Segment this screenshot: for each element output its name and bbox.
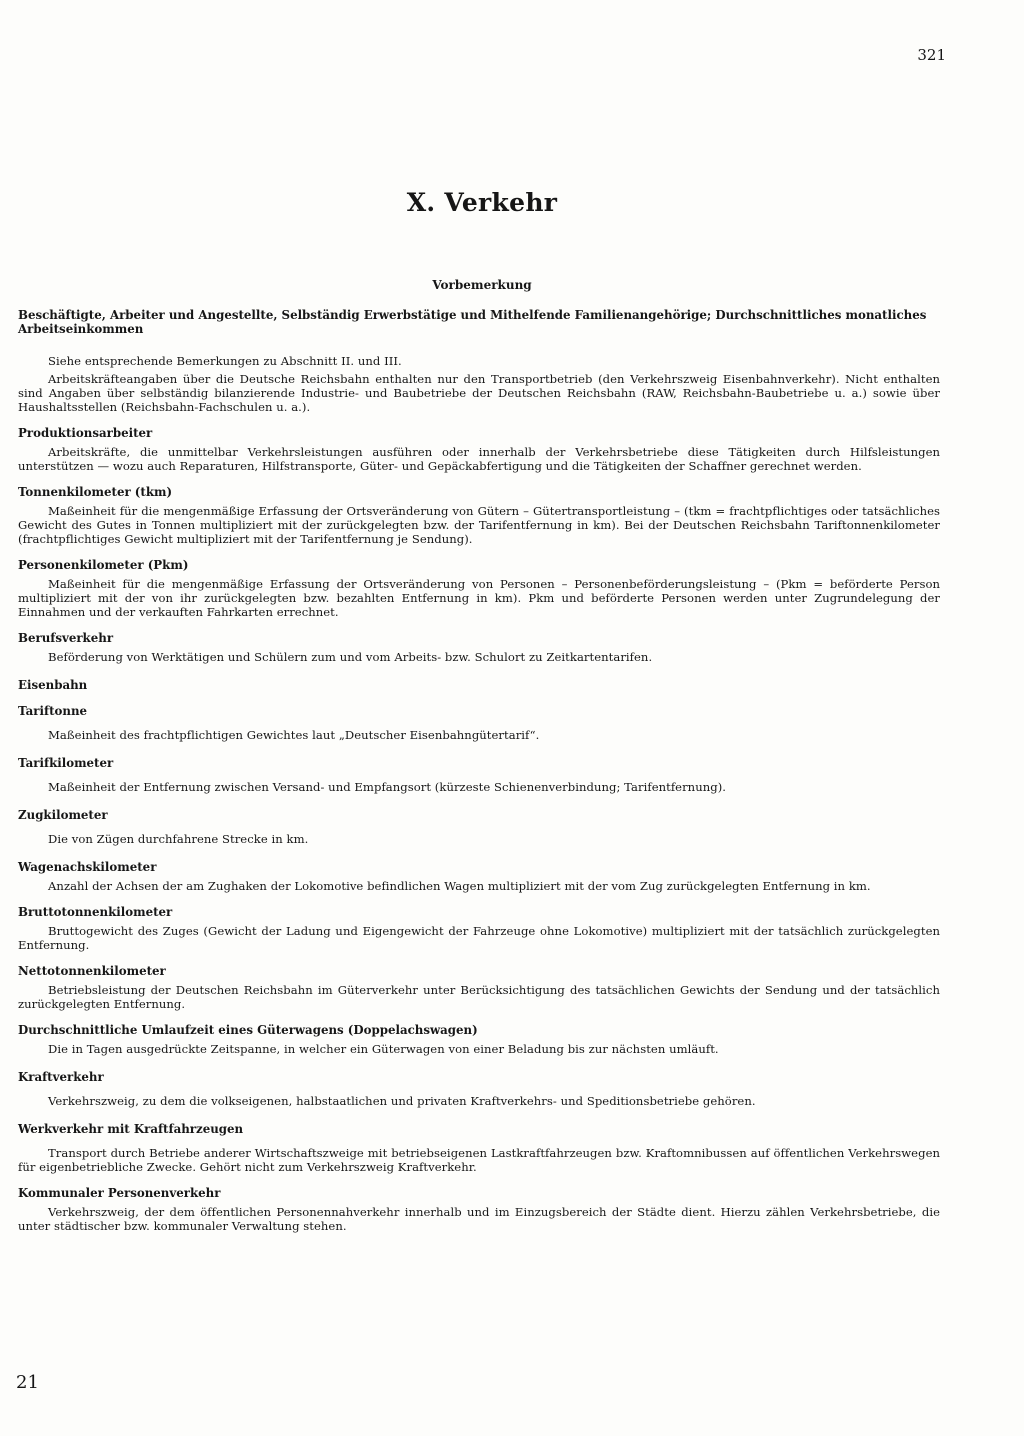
section-heading: Durchschnittliche Umlaufzeit eines Güterwagens (Doppelachswagen) — [18, 1023, 478, 1037]
section-paragraph: Verkehrszweig, der dem öffentlichen Personennahverkehr innerhalb und im Einzugsbereich der Städte dient. Hierzu zählen Verkehrsbetriebe, die unter städtischer bzw. kommunaler Verwaltung stehen. — [18, 1205, 940, 1233]
section-paragraph: Die von Zügen durchfahrene Strecke in km. — [48, 832, 309, 846]
section-heading: Tariftonne — [18, 704, 88, 718]
section-municipal-transport — [18, 1186, 940, 1233]
section-heading: Beschäftigte, Arbeiter und Angestellte, Selbständig Erwerbstätige und Mithelfende Familienangehörige; Durchschnittliches monatliches Arbeitseinkommen — [18, 308, 927, 336]
section-paragraph: Beförderung von Werktätigen und Schülern zum und vom Arbeits- bzw. Schulort zu Zeitkartentarifen. — [48, 650, 653, 664]
section-heading: Kraftverkehr — [18, 1070, 104, 1084]
section-heading: Bruttotonnenkilometer — [18, 905, 173, 919]
section-wagon-axle-kilometer — [18, 860, 940, 893]
section-ton-kilometers — [18, 485, 940, 546]
section-person-kilometers — [18, 558, 940, 619]
section-train-kilometer — [18, 808, 940, 846]
section-tariff-ton — [18, 704, 940, 742]
section-tariff-kilometer — [18, 756, 940, 794]
section-commuter-traffic — [18, 631, 940, 664]
section-paragraph: Maßeinheit der Entfernung zwischen Versand- und Empfangsort (kürzeste Schienenverbindung; Tarifentfernung). — [48, 780, 727, 794]
section-heading: Eisenbahn — [18, 678, 88, 692]
section-heading: Nettotonnenkilometer — [18, 964, 166, 978]
section-motor-traffic — [18, 1070, 940, 1108]
section-works-traffic — [18, 1122, 940, 1174]
section-paragraph: Transport durch Betriebe anderer Wirtschaftszweige mit betriebseigenen Lastkraftfahrzeugen bzw. Kraftomnibussen auf öffentlichen Verkehrswegen für eigenbetriebliche Zwecke. Gehört nicht zum Verkehrszweig Kraftverkehr. — [18, 1146, 940, 1174]
section-paragraph: Die in Tagen ausgedrückte Zeitspanne, in welcher ein Güterwagen von einer Beladung bis zur nächsten umläuft. — [48, 1042, 719, 1056]
section-heading: Berufsverkehr — [18, 631, 114, 645]
section-wagon-turnaround — [18, 1023, 940, 1056]
section-heading: Produktionsarbeiter — [18, 426, 153, 440]
section-heading: Wagenachskilometer — [18, 860, 157, 874]
document-body — [18, 308, 940, 1245]
section-paragraph: Verkehrszweig, zu dem die volkseigenen, halbstaatlichen und privaten Kraftverkehrs- und Speditionsbetriebe gehören. — [48, 1094, 756, 1108]
section-paragraph: Maßeinheit für die mengenmäßige Erfassung der Ortsveränderung von Gütern – Gütertransportleistung – (tkm = frachtpflichtiges oder tatsächliches Gewicht des Gutes in Tonnen multipliziert mit der zurückgelegten bzw. der Tarifentfernung in km). Bei der Deutschen Reichsbahn Tariftonnenkilometer (frachtpflichtiges Gewicht multipliziert mit der Tarifentfernung je Sendung). — [18, 504, 940, 546]
section-net-ton-kilometer — [18, 964, 940, 1011]
page-number: 321 — [917, 46, 946, 64]
section-paragraph: Maßeinheit für die mengenmäßige Erfassung der Ortsveränderung von Personen – Personenbeförderungsleistung – (Pkm = beförderte Person multipliziert mit der von ihr zurückgelegten bzw. bezahlten Entfernung in km). Pkm und beförderte Personen werden unter Zugrundelegung der Einnahmen und der verkauften Fahrkarten errechnet. — [18, 577, 940, 619]
section-paragraph: Arbeitskräfte, die unmittelbar Verkehrsleistungen ausführen oder innerhalb der Verkehrsbetriebe diese Tätigkeiten durch Hilfsleistungen unterstützen — wozu auch Reparaturen, Hilfstransporte, Güter- und Gepäckabfertigung und die Tätigkeiten der Schaffner gerechnet werden. — [18, 445, 940, 473]
section-heading: Tarifkilometer — [18, 756, 114, 770]
section-heading: Kommunaler Personenverkehr — [18, 1186, 221, 1200]
section-production-workers — [18, 426, 940, 473]
section-heading: Werkverkehr mit Kraftfahrzeugen — [18, 1122, 244, 1136]
section-railway — [18, 678, 940, 692]
section-heading: Tonnenkilometer (tkm) — [18, 485, 173, 499]
section-paragraph: Siehe entsprechende Bemerkungen zu Abschnitt II. und III. — [48, 354, 402, 368]
section-paragraph: Betriebsleistung der Deutschen Reichsbahn im Güterverkehr unter Berücksichtigung des tatsächlichen Gewichts der Sendung und der tatsächlich zurückgelegten Entfernung. — [18, 983, 940, 1011]
section-paragraph: Maßeinheit des frachtpflichtigen Gewichtes laut „Deutscher Eisenbahngütertarif“. — [48, 728, 540, 742]
section-heading: Zugkilometer — [18, 808, 108, 822]
chapter-title: X. Verkehr — [406, 188, 558, 217]
section-gross-ton-kilometer — [18, 905, 940, 952]
signature-mark: 21 — [16, 1372, 39, 1393]
section-heading: Personenkilometer (Pkm) — [18, 558, 189, 572]
section-paragraph: Bruttogewicht des Zuges (Gewicht der Ladung und Eigengewicht der Fahrzeuge ohne Lokomotive) multipliziert mit der tatsächlich zurückgelegten Entfernung. — [18, 924, 940, 952]
section-paragraph: Anzahl der Achsen der am Zughaken der Lokomotive befindlichen Wagen multipliziert mit der vom Zug zurückgelegten Entfernung in km. — [48, 879, 871, 893]
section-paragraph: Arbeitskräfteangaben über die Deutsche Reichsbahn enthalten nur den Transportbetrieb (den Verkehrszweig Eisenbahnverkehr). Nicht enthalten sind Angaben über selbständig bilanzierende Industrie- und Baubetriebe der Deutschen Reichsbahn (RAW, Reichsbahn-Baubetriebe u. a.) sowie über Haushaltsstellen (Reichsbahn-Fachschulen u. a.). — [18, 372, 940, 414]
section-employment — [18, 308, 940, 414]
preface-title: Vorbemerkung — [432, 278, 532, 292]
